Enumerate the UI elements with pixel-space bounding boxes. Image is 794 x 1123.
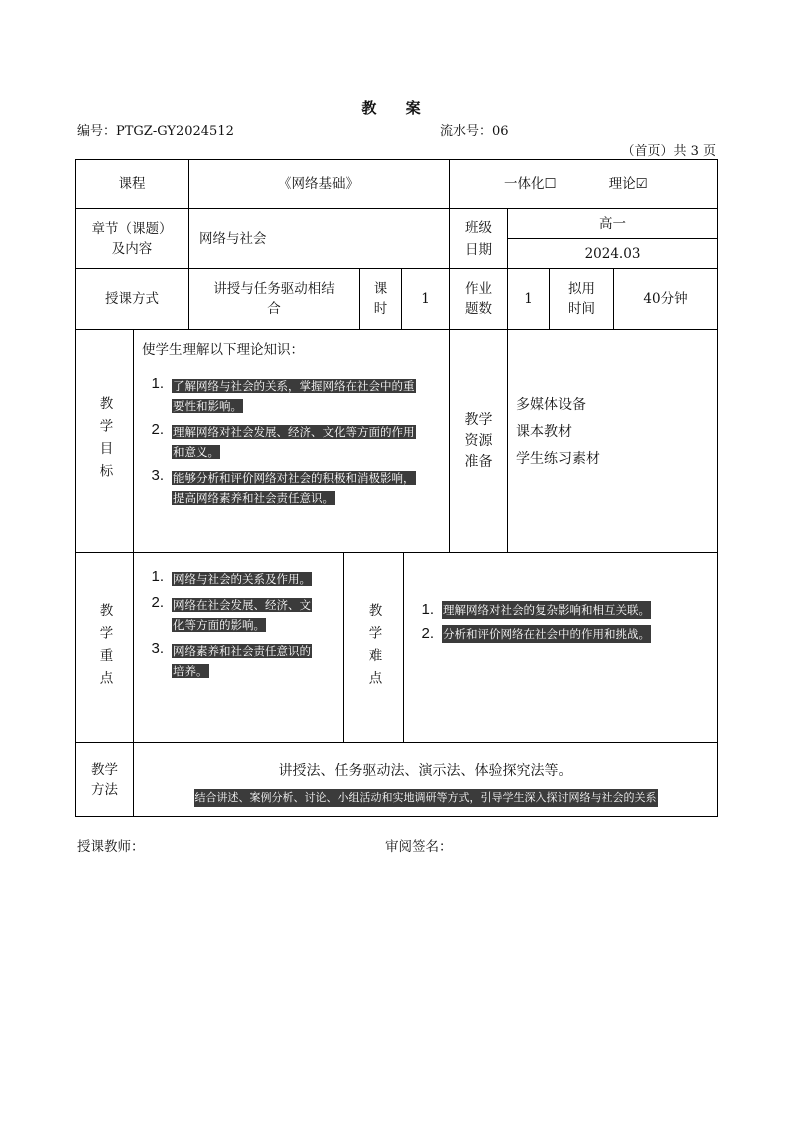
resources-list [516,392,600,473]
list-item: 3. 能够分析和评价网络对社会的积极和消极影响， 提高网络素养和社会责任意识。 [151,467,415,505]
list-item: 1. 理解网络对社会的复杂影响和相互关联。 [421,601,650,618]
methods-label: 教学 方法 [91,762,118,798]
lesson-plan-table [75,159,718,817]
objectives-list [142,375,447,513]
methods-main: 讲授法、任务驱动法、演示法、体验探究法等。 [278,763,573,779]
objectives-intro: 使学生理解以下理论知识： [142,342,304,358]
review-signature-label: 审阅签名： [385,839,453,855]
method-label: 授课方式 [105,291,159,307]
chapter-topic: 网络与社会 [199,230,267,247]
hours-label: 课 时 [373,281,388,317]
type-integrated-checkbox[interactable]: 一体化☐ [504,176,557,192]
planned-time-value: 40分钟 [643,291,688,307]
hours-value: 1 [421,291,430,307]
list-item: 课本教材 [516,424,572,440]
difficulties-list [412,601,712,649]
date-value: 2024.03 [584,245,641,262]
method-value: 讲授与任务驱动相结 合 [213,281,335,317]
document-code: 编号：PTGZ-GY2024512 [77,124,234,139]
key-points-label: 教学重点 [96,602,113,693]
key-points-list [142,568,342,686]
planned-time-label: 拟用 时间 [568,281,595,317]
list-item: 2. 网络在社会发展、经济、文 化等方面的影响。 [151,594,311,632]
difficulties-label: 教学难点 [365,602,382,693]
list-item: 学生练习素材 [516,451,600,467]
homework-value: 1 [524,291,533,307]
course-name: 《网络基础》 [278,176,359,192]
class-date-label: 班级 日期 [465,219,492,258]
serial-number: 流水号：06 [440,124,509,139]
course-label: 课程 [118,176,146,192]
resources-label: 教学资源准备 [464,411,493,470]
objectives-label: 教学目标 [96,396,113,486]
list-item: 2. 理解网络对社会发展、经济、文化等方面的作用 和意义。 [151,421,415,459]
methods-detail: 结合讲述、案例分析、讨论、小组活动和实地调研等方式，引导学生深入探讨网络与社会的关系 [134,788,717,808]
class-value: 高一 [599,215,626,232]
list-item: 1. 了解网络与社会的关系，掌握网络在社会中的重 要性和影响。 [151,375,415,413]
list-item: 多媒体设备 [516,397,586,413]
chapter-label: 章节（课题） 及内容 [91,220,173,257]
list-item: 2. 分析和评价网络在社会中的作用和挑战。 [421,625,650,642]
page-info: （首页）共 3 页 [621,144,716,159]
homework-label: 作业 题数 [465,281,492,317]
list-item: 1. 网络与社会的关系及作用。 [151,568,311,586]
page-title: 教 案 [361,99,433,117]
teacher-label: 授课教师： [77,839,145,855]
type-theory-checkbox[interactable]: 理论☑ [608,176,648,192]
list-item: 3. 网络素养和社会责任意识的 培养。 [151,640,311,678]
